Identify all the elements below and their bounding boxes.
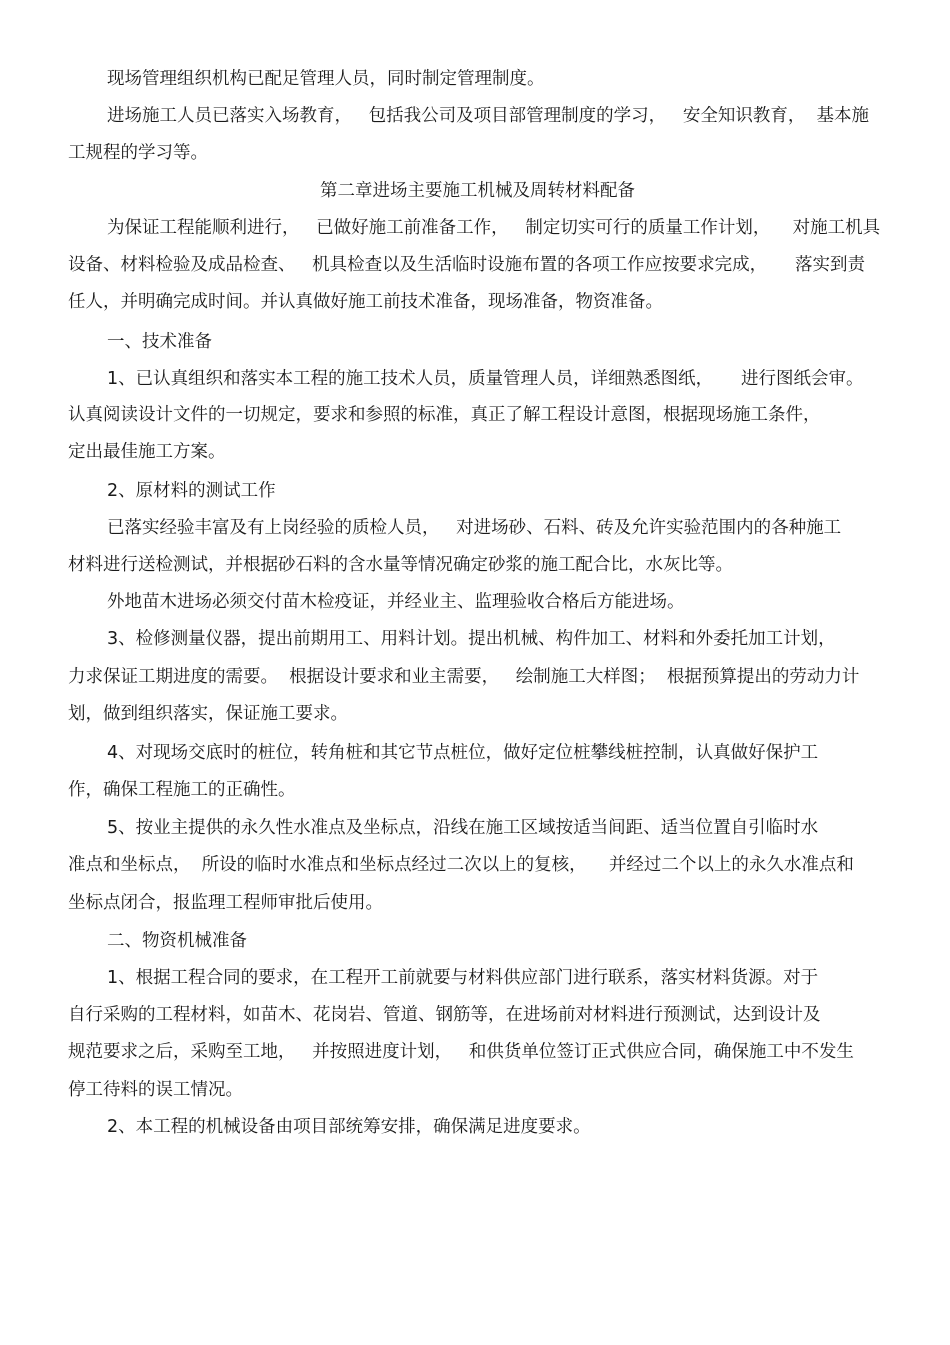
text-line: 5、按业主提供的永久性水准点及坐标点，沿线在施工区域按适当间距、适当位置自引临时水 — [107, 818, 819, 838]
text-line: 作，确保工程施工的正确性。 — [68, 780, 296, 800]
text-line: 4、对现场交底时的桩位，转角桩和其它节点桩位，做好定位桩攀线桩控制，认真做好保护工 — [107, 743, 819, 763]
text-line: 为保证工程能顺利进行， 已做好施工前准备工作， 制定切实可行的质量工作计划， 对施工机具 — [107, 218, 881, 238]
text-line: 材料进行送检测试，并根据砂石料的含水量等情况确定砂浆的施工配合比，水灰比等。 — [68, 555, 733, 575]
text-line: 坐标点闭合，报监理工程师审批后使用。 — [68, 893, 383, 913]
text-line: 现场管理组织机构已配足管理人员，同时制定管理制度。 — [107, 69, 545, 89]
chapter-title: 第二章进场主要施工机械及周转材料配备 — [320, 181, 635, 201]
text-line: 1、已认真组织和落实本工程的施工技术人员，质量管理人员，详细熟悉图纸， 进行图纸会审。 — [107, 369, 864, 389]
text-line: 力求保证工期进度的需要。 根据设计要求和业主需要， 绘制施工大样图； 根据预算提出的劳动力计 — [68, 667, 860, 687]
text-line: 任人，并明确完成时间。并认真做好施工前技术准备，现场准备，物资准备。 — [68, 292, 663, 312]
text-line: 定出最佳施工方案。 — [68, 442, 226, 462]
text-line: 1、根据工程合同的要求，在工程开工前就要与材料供应部门进行联系，落实材料货源。对于 — [107, 968, 819, 988]
text-line: 自行采购的工程材料，如苗木、花岗岩、管道、钢筋等，在进场前对材料进行预测试，达到设计及 — [68, 1005, 821, 1025]
text-line: 认真阅读设计文件的一切规定，要求和参照的标准，真正了解工程设计意图，根据现场施工条件， — [68, 405, 821, 425]
text-line: 工规程的学习等。 — [68, 143, 208, 163]
text-line: 停工待料的误工情况。 — [68, 1080, 243, 1100]
text-line: 2、本工程的机械设备由项目部统筹安排，确保满足进度要求。 — [107, 1117, 591, 1137]
text-line: 规范要求之后，采购至工地， 并按照进度计划， 和供货单位签订正式供应合同，确保施工中不发生 — [68, 1042, 854, 1062]
text-line: 准点和坐标点， 所设的临时水准点和坐标点经过二次以上的复核， 并经过二个以上的永久水准点和 — [68, 855, 854, 875]
text-line: 3、检修测量仪器，提出前期用工、用料计划。提出机械、构件加工、材料和外委托加工计划， — [107, 629, 836, 649]
subsection-heading: 2、原材料的测试工作 — [107, 481, 276, 501]
text-line: 外地苗木进场必须交付苗木检疫证，并经业主、监理验收合格后方能进场。 — [107, 592, 685, 612]
text-line: 设备、材料检验及成品检查、 机具检查以及生活临时设施布置的各项工作应按要求完成， 落实到责 — [68, 255, 865, 275]
text-line: 已落实经验丰富及有上岗经验的质检人员， 对进场砂、石料、砖及允许实验范围内的各种施工 — [107, 518, 842, 538]
section-heading: 一、技术准备 — [107, 332, 212, 352]
text-line: 进场施工人员已落实入场教育， 包括我公司及项目部管理制度的学习， 安全知识教育， 基本施 — [107, 106, 869, 126]
section-heading: 二、物资机械准备 — [107, 931, 247, 951]
text-line: 划，做到组织落实，保证施工要求。 — [68, 704, 348, 724]
